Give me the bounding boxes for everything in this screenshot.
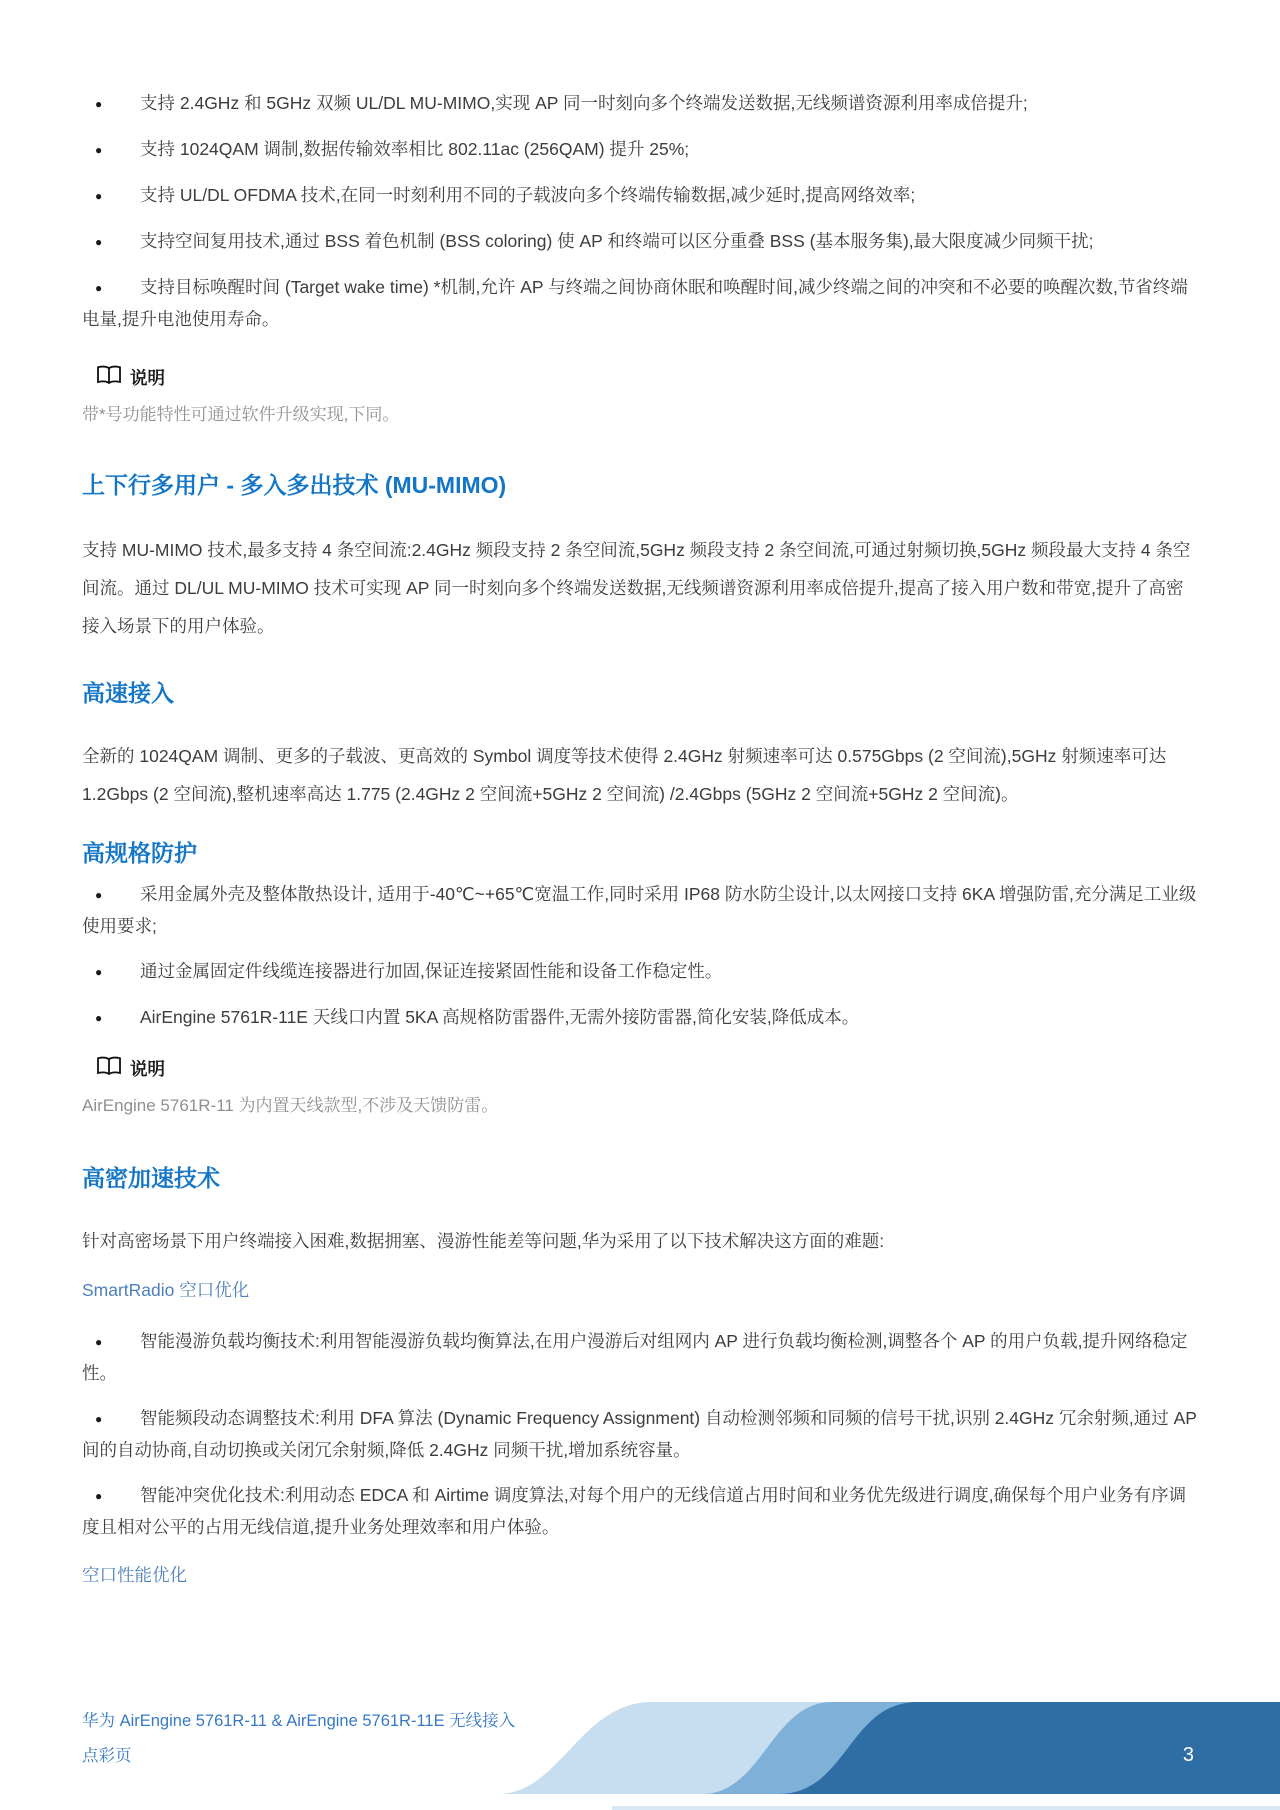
footer-bottom-strip bbox=[612, 1806, 1280, 1810]
list-item bbox=[82, 1480, 1198, 1543]
note-header bbox=[96, 1056, 1198, 1080]
link-smartradio-optimization[interactable]: SmartRadio 空口优化 bbox=[82, 1280, 250, 1300]
footer-doc-subtitle: 点彩页 bbox=[82, 1747, 132, 1765]
bullet-icon: ● bbox=[95, 1335, 103, 1349]
list-item bbox=[82, 1403, 1198, 1466]
list-item-text: AirEngine 5761R-11E 天线口内置 5KA 高规格防雷器件,无需外接防雷器,简化安装,降低成本。 bbox=[140, 1007, 860, 1027]
note-block bbox=[82, 365, 1198, 427]
protection-bullet-list bbox=[82, 879, 1198, 1034]
list-item bbox=[82, 956, 1198, 988]
bullet-icon: ● bbox=[95, 281, 103, 295]
list-item bbox=[82, 879, 1198, 942]
list-item bbox=[82, 272, 1198, 335]
list-item bbox=[82, 134, 1198, 166]
bullet-icon: ● bbox=[95, 143, 103, 157]
bullet-icon: ● bbox=[95, 1412, 103, 1426]
list-item bbox=[82, 88, 1198, 120]
note-label: 说明 bbox=[130, 1058, 165, 1079]
book-icon bbox=[96, 365, 122, 390]
link-air-interface-performance[interactable]: 空口性能优化 bbox=[82, 1565, 187, 1585]
footer-doc-title: 华为 AirEngine 5761R-11 & AirEngine 5761R-11E 无线接入 bbox=[82, 1712, 516, 1730]
list-item-text: 智能频段动态调整技术:利用 DFA 算法 (Dynamic Frequency Assignment) 自动检测邻频和同频的信号干扰,识别 2.4GHz 冗余射频,通过 AP 间的自动协商,自动切换或关闭冗余射频,降低 2.4GHz 同频干扰,增加系统容量。 bbox=[82, 1408, 1197, 1460]
list-item bbox=[82, 1326, 1198, 1389]
bullet-icon: ● bbox=[95, 189, 103, 203]
bullet-icon: ● bbox=[95, 235, 103, 249]
list-item-text: 采用金属外壳及整体散热设计, 适用于-40℃~+65℃宽温工作,同时采用 IP68 防水防尘设计,以太网接口支持 6KA 增强防雷,充分满足工业级使用要求; bbox=[82, 884, 1197, 936]
paragraph-highdensity: 针对高密场景下用户终端接入困难,数据拥塞、漫游性能差等问题,华为采用了以下技术解决这方面的难题: bbox=[82, 1231, 885, 1251]
paragraph-mumimo: 支持 MU-MIMO 技术,最多支持 4 条空间流:2.4GHz 频段支持 2 条空间流,5GHz 频段支持 2 条空间流,可通过射频切换,5GHz 频段最大支持 4 条空间流。通过 DL/UL MU-MIMO 技术可实现 AP 同一时刻向多个终端发送数据,无线频谱资源利用率成倍提升,提高了接入用户数和带宽,提升了高密接入场景下的用户体验。 bbox=[82, 540, 1191, 636]
note-text: AirEngine 5761R-11 为内置天线款型,不涉及天馈防雷。 bbox=[82, 1096, 499, 1115]
list-item-text: 智能漫游负载均衡技术:利用智能漫游负载均衡算法,在用户漫游后对组网内 AP 进行负载均衡检测,调整各个 AP 的用户负载,提升网络稳定性。 bbox=[82, 1331, 1188, 1383]
list-item-text: 支持空间复用技术,通过 BSS 着色机制 (BSS coloring) 使 AP 和终端可以区分重叠 BSS (基本服务集),最大限度减少同频干扰; bbox=[140, 231, 1094, 251]
list-item bbox=[82, 1002, 1198, 1034]
paragraph-highspeed: 全新的 1024QAM 调制、更多的子载波、更高效的 Symbol 调度等技术使得 2.4GHz 射频速率可达 0.575Gbps (2 空间流),5GHz 射频速率可达 1.2Gbps (2 空间流),整机速率高达 1.775 (2.4GHz 2 空间流+5GHz 2 空间流) /2.4Gbps (5GHz 2 空间流+5GHz 2 空间流)。 bbox=[82, 746, 1167, 804]
book-icon bbox=[96, 1056, 122, 1081]
note-block bbox=[82, 1056, 1198, 1118]
list-item-text: 支持 2.4GHz 和 5GHz 双频 UL/DL MU-MIMO,实现 AP 同一时刻向多个终端发送数据,无线频谱资源利用率成倍提升; bbox=[140, 93, 1028, 113]
bullet-icon: ● bbox=[95, 965, 103, 979]
bullet-icon: ● bbox=[95, 97, 103, 111]
feature-bullet-list bbox=[82, 88, 1198, 335]
section-title-mumimo: 上下行多用户 - 多入多出技术 (MU-MIMO) bbox=[82, 472, 507, 498]
list-item-text: 支持 1024QAM 调制,数据传输效率相比 802.11ac (256QAM) 提升 25%; bbox=[140, 139, 690, 159]
note-text: 带*号功能特性可通过软件升级实现,下同。 bbox=[82, 405, 400, 424]
bullet-icon: ● bbox=[95, 888, 103, 902]
list-item bbox=[82, 180, 1198, 212]
list-item-text: 通过金属固定件线缆连接器进行加固,保证连接紧固性能和设备工作稳定性。 bbox=[140, 961, 723, 981]
list-item-text: 支持目标唤醒时间 (Target wake time) *机制,允许 AP 与终端之间协商休眠和唤醒时间,减少终端之间的冲突和不必要的唤醒次数,节省终端电量,提升电池使用寿命。 bbox=[82, 277, 1188, 329]
list-item-text: 支持 UL/DL OFDMA 技术,在同一时刻利用不同的子载波向多个终端传输数据,减少延时,提高网络效率; bbox=[140, 185, 916, 205]
list-item bbox=[82, 226, 1198, 258]
footer-doc-title-block bbox=[82, 1704, 515, 1774]
page-number: 3 bbox=[1182, 1744, 1194, 1766]
page-content bbox=[82, 88, 1198, 1587]
note-label: 说明 bbox=[130, 367, 165, 388]
section-title-highspeed: 高速接入 bbox=[82, 680, 174, 706]
section-title-highdensity: 高密加速技术 bbox=[82, 1165, 220, 1191]
bullet-icon: ● bbox=[95, 1011, 103, 1025]
list-item-text: 智能冲突优化技术:利用动态 EDCA 和 Airtime 调度算法,对每个用户的无线信道占用时间和业务优先级进行调度,确保每个用户业务有序调度且相对公平的占用无线信道,提升业务处理效率和用户体验。 bbox=[82, 1485, 1187, 1537]
note-header bbox=[96, 365, 1198, 389]
bullet-icon: ● bbox=[95, 1489, 103, 1503]
highdensity-bullet-list bbox=[82, 1326, 1198, 1543]
section-title-protection: 高规格防护 bbox=[82, 840, 197, 866]
